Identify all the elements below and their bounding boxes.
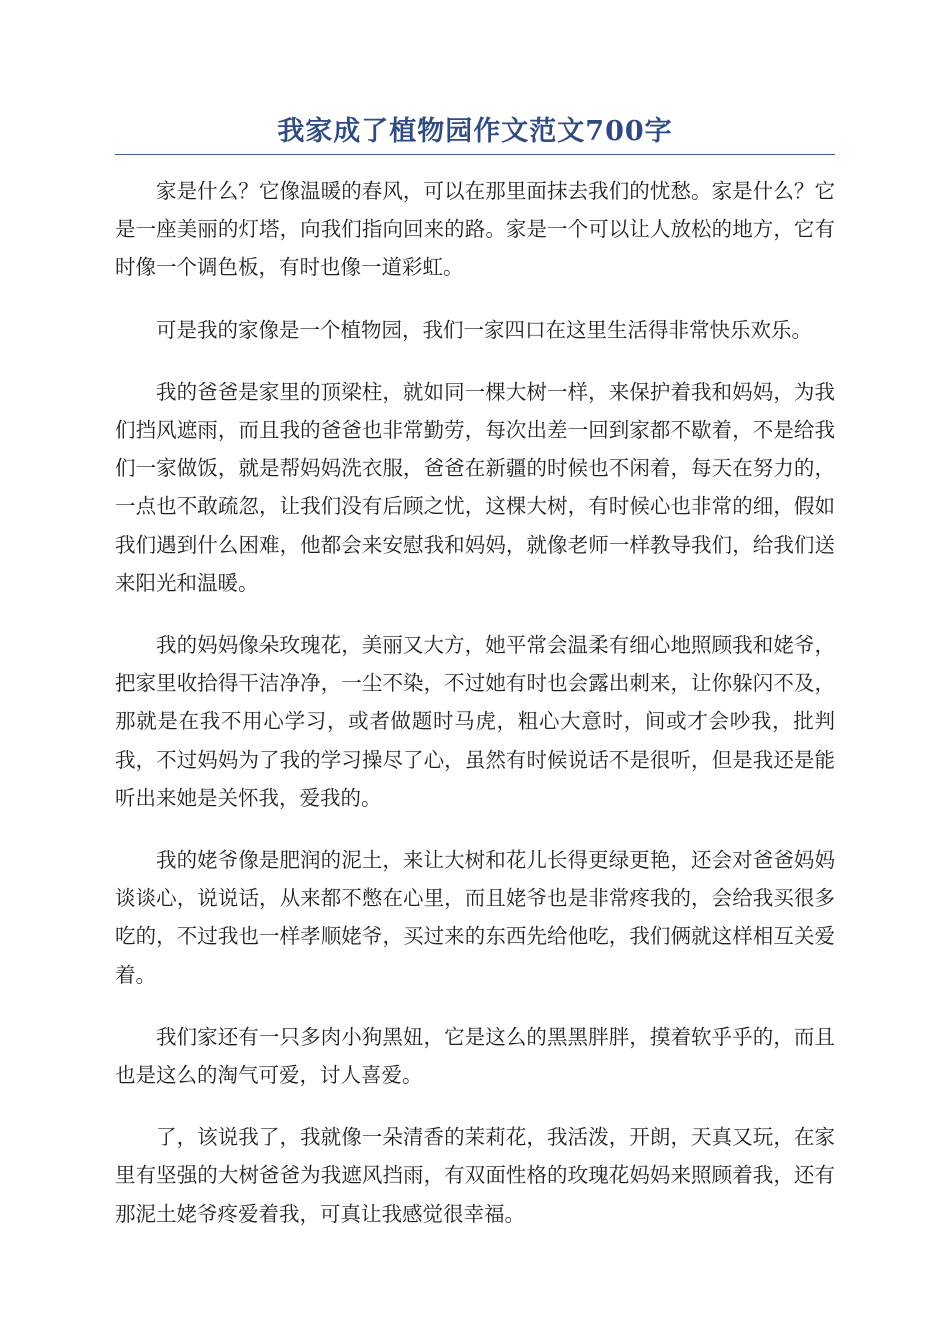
document-title: 我家成了植物园作文范文700字 bbox=[277, 116, 673, 147]
paragraph-1: 家是什么？它像温暖的春风，可以在那里面抹去我们的忧愁。家是什么？它是一座美丽的灯塔，向我们指向回来的路。家是一个可以让人放松的地方，它有时像一个调色板，有时也像一道彩虹。 bbox=[115, 179, 835, 280]
document-body bbox=[115, 172, 835, 1257]
paragraph-3: 我的爸爸是家里的顶梁柱，就如同一棵大树一样，来保护着我和妈妈，为我们挡风遮雨，而且我的爸爸也非常勤劳，每次出差一回到家都不歇着，不是给我们一家做饭，就是帮妈妈洗衣服，爸爸在新疆的时候也不闲着，每天在努力的，一点也不敢疏忽，让我们没有后顾之忧，这棵大树，有时候心也非常的细，假如我们遇到什么困难，他都会来安慰我和妈妈，就像老师一样教导我们，给我们送来阳光和温暖。 bbox=[115, 379, 835, 595]
paragraph-6: 我们家还有一只多肉小狗黑妞，它是这么的黑黑胖胖，摸着软乎乎的，而且也是这么的淘气可爱，讨人喜爱。 bbox=[115, 1024, 835, 1088]
paragraph-4: 我的妈妈像朵玫瑰花，美丽又大方，她平常会温柔有细心地照顾我和姥爷，把家里收拾得干洁净净，一尘不染，不过她有时也会露出刺来，让你躲闪不及，那就是在我不用心学习，或者做题时马虎，粗心大意时，间或才会吵我，批判我，不过妈妈为了我的学习操尽了心，虽然有时候说话不是很听，但是我还是能听出来她是关怀我，爱我的。 bbox=[115, 633, 835, 810]
title-underline bbox=[115, 154, 835, 155]
paragraph-2: 可是我的家像是一个植物园，我们一家四口在这里生活得非常快乐欢乐。 bbox=[156, 317, 812, 342]
paragraph-5: 我的姥爷像是肥润的泥土，来让大树和花儿长得更绿更艳，还会对爸爸妈妈谈谈心，说说话，从来都不憋在心里，而且姥爷也是非常疼我的，会给我买很多吃的，不过我也一样孝顺姥爷，买过来的东西先给他吃，我们俩就这样相互关爱着。 bbox=[115, 848, 835, 987]
paragraph-7: 了，该说我了，我就像一朵清香的茉莉花，我活泼，开朗，天真又玩，在家里有坚强的大树爸爸为我遮风挡雨，有双面性格的玫瑰花妈妈来照顾着我，还有那泥土姥爷疼爱着我，可真让我感觉很幸福。 bbox=[115, 1125, 835, 1226]
